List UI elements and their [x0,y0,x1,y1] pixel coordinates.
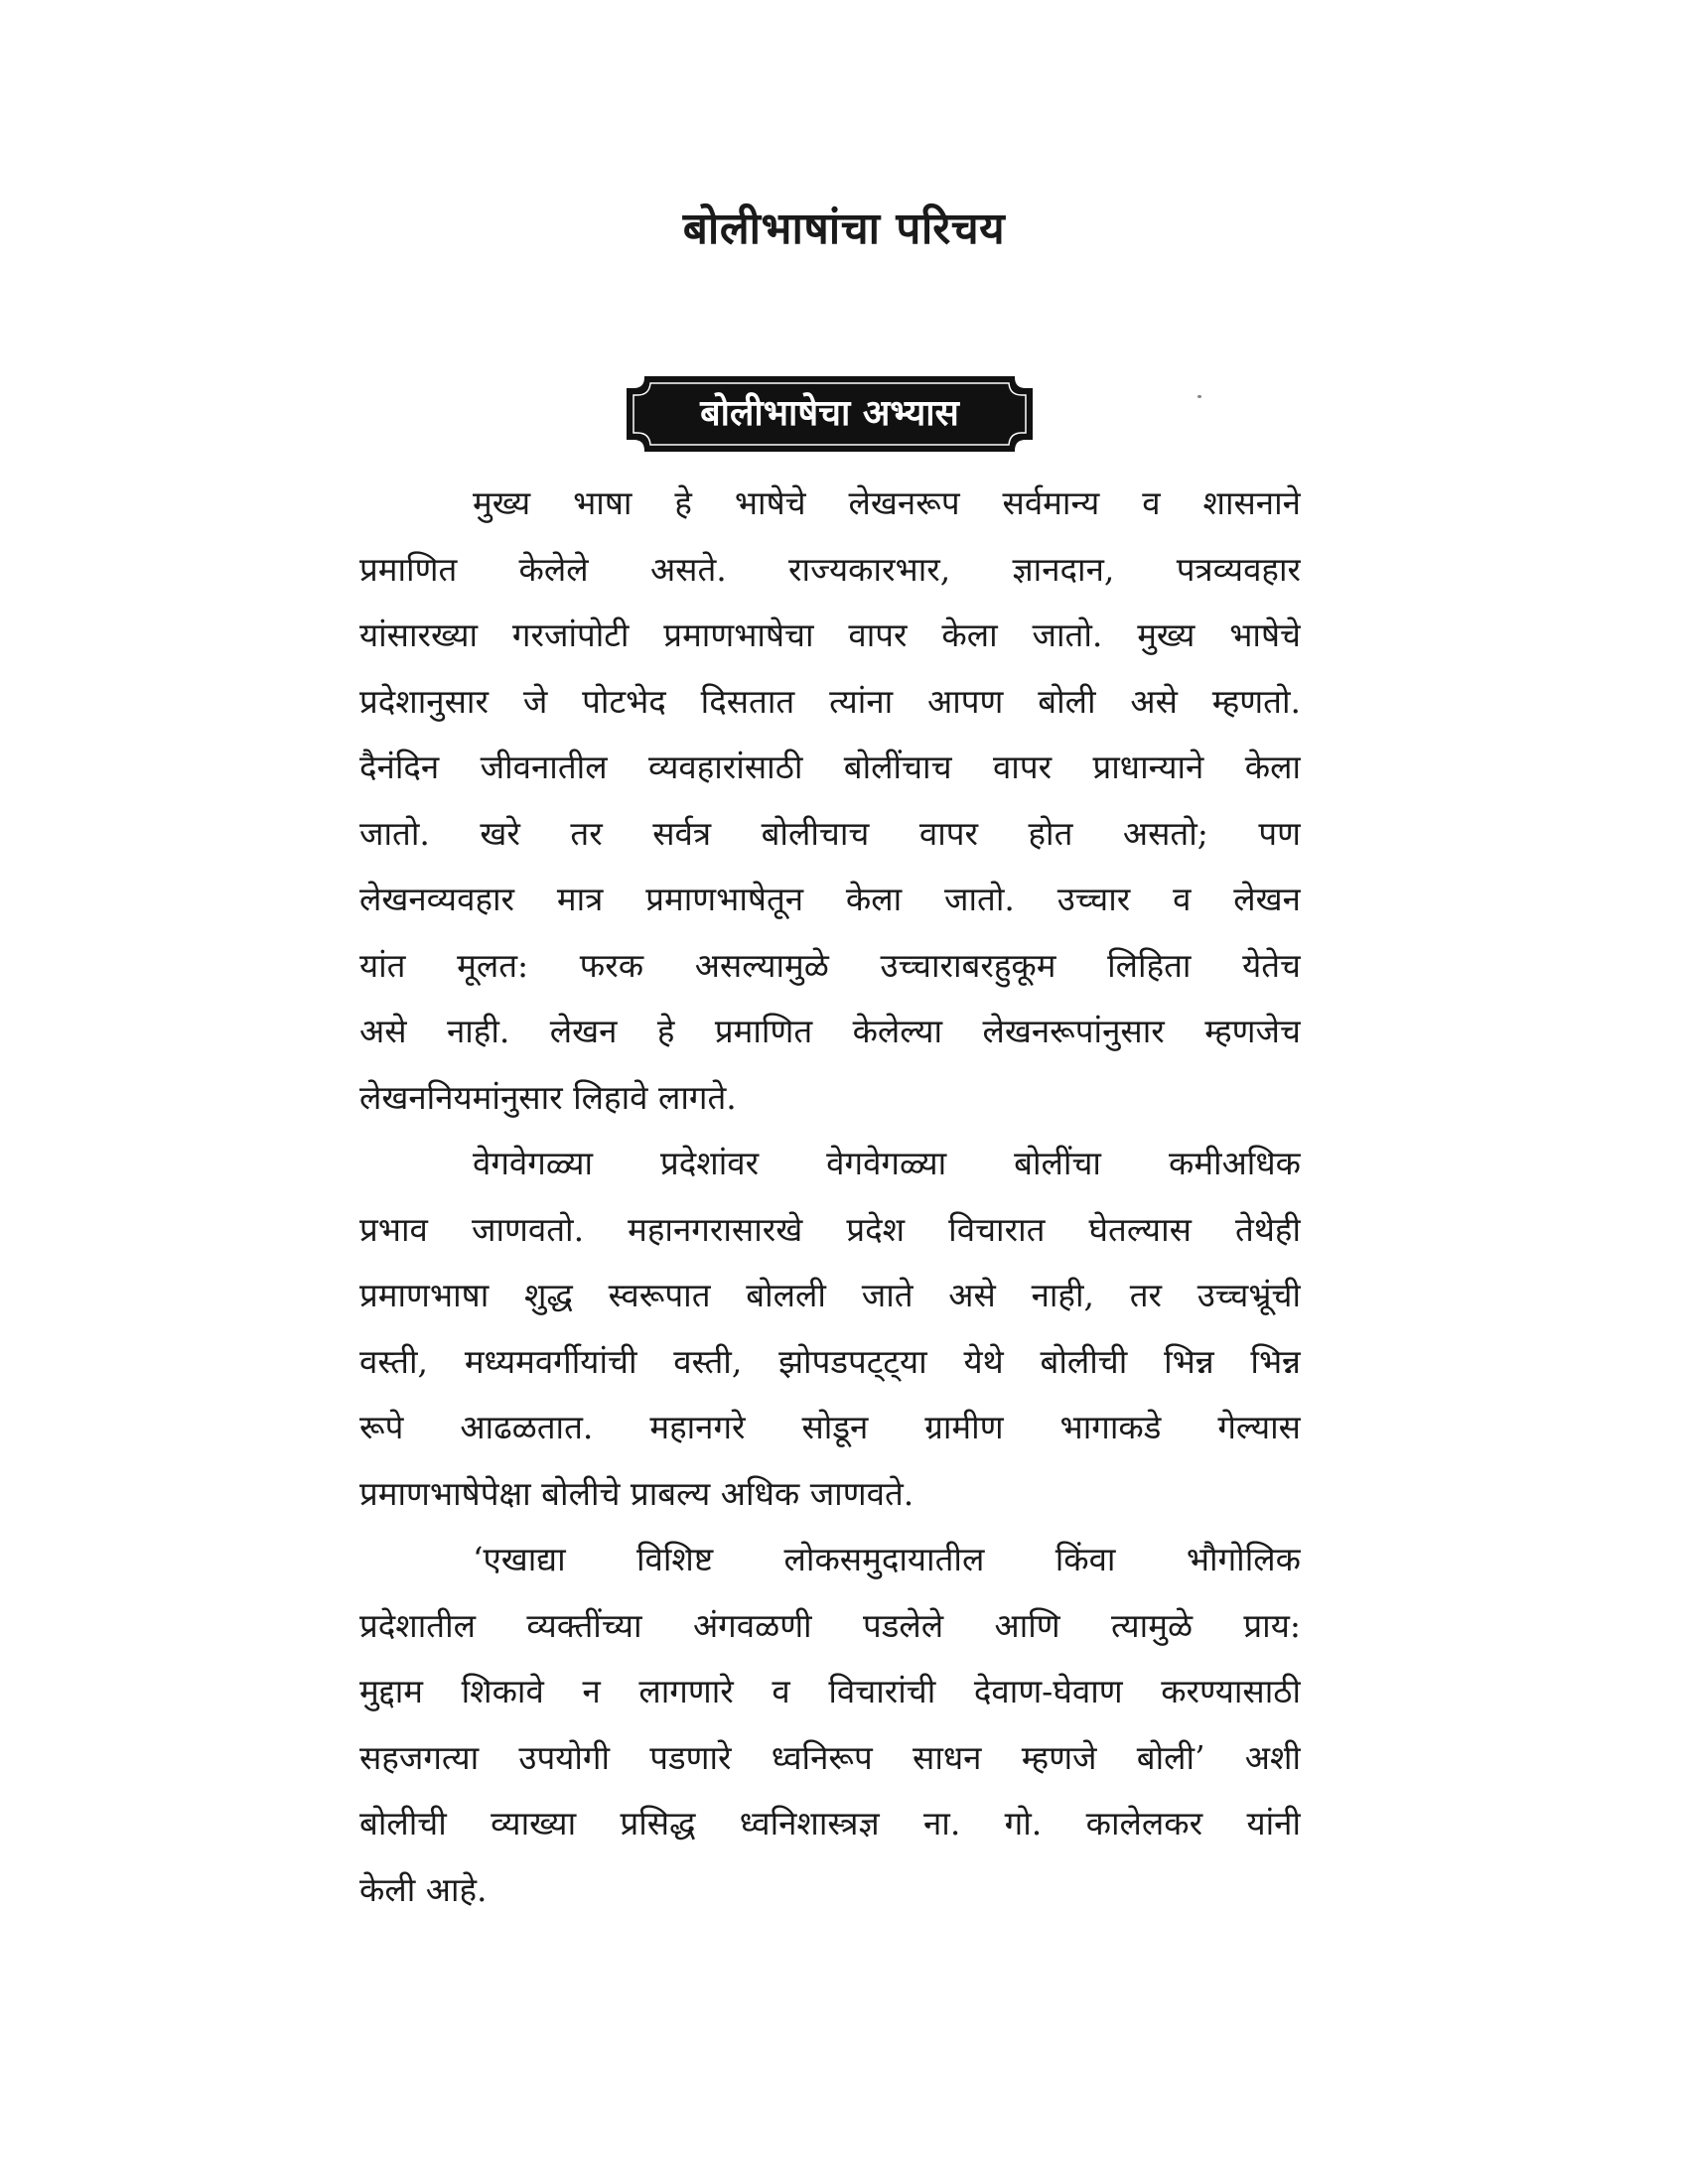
section-heading: बोलीभाषेचा अभ्यास [700,393,959,434]
text-line: मुख्य भाषा हे भाषेचे लेखनरूप सर्वमान्य व शासनाने [473,483,1301,522]
text-line: लेखननियमांनुसार लिहावे लागते. [359,1077,737,1117]
text-line: मुद्दाम शिकावे न लागणारे व विचारांची देवाण-घेवाण करण्यासाठी [359,1672,1301,1710]
text-line: रूपे आढळतात. महानगरे सोडून ग्रामीण भागाकडे गेल्यास [359,1408,1301,1446]
text-line: दैनंदिन जीवनातील व्यवहारांसाठी बोलींचाच वापर प्राधान्याने केला [359,748,1301,786]
text-line: बोलीची व्याख्या प्रसिद्ध ध्वनिशास्त्रज्ञ ना. गो. कालेलकर यांनी [359,1804,1301,1843]
text-line: प्रमाणित केलेले असते. राज्यकारभार, ज्ञानदान, पत्रव्यवहार [359,549,1301,589]
text-line: प्रदेशानुसार जे पोटभेद दिसतात त्यांना आपण बोली असे म्हणतो. [359,681,1301,721]
paragraph-1 [359,471,1301,1131]
text-line: असे नाही. लेखन हे प्रमाणित केलेल्या लेखनरूपांनुसार म्हणजेच [359,1012,1301,1050]
text-line: लेखनव्यवहार मात्र प्रमाणभाषेतून केला जातो. उच्चार व लेखन [359,880,1301,918]
page-title: बोलीभाषांचा परिचय [682,204,1006,254]
scan-speck [1197,395,1201,398]
text-line: वेगवेगळ्या प्रदेशांवर वेगवेगळ्या बोलींचा कमीअधिक [473,1144,1301,1182]
text-line: ‘एखाद्या विशिष्ट लोकसमुदायातील किंवा भौगोलिक [473,1540,1301,1578]
text-line: केली आहे. [359,1869,488,1909]
text-line: यांसारख्या गरजांपोटी प्रमाणभाषेचा वापर केला जातो. मुख्य भाषेचे [359,615,1301,654]
paragraph-3 [359,1527,1301,1923]
text-line: जातो. खरे तर सर्वत्र बोलीचाच वापर होत असतो; पण [359,813,1301,853]
paragraph-2 [359,1131,1301,1527]
body-text [359,471,1301,1923]
text-line: प्रमाणभाषा शुद्ध स्वरूपात बोलली जाते असे नाही, तर उच्चभ्रूंची [359,1276,1301,1314]
text-line: यांत मूलत: फरक असल्यामुळे उच्चाराबरहुकूम लिहिता येतेच [359,945,1301,985]
text-line: सहजगत्या उपयोगी पडणारे ध्वनिरूप साधन म्हणजे बोली’ अशी [359,1737,1301,1777]
text-line: प्रभाव जाणवतो. महानगरासारखे प्रदेश विचारात घेतल्यास तेथेही [359,1209,1301,1249]
text-line: प्रमाणभाषेपेक्षा बोलीचे प्राबल्य अधिक जाणवते. [359,1473,914,1513]
section-heading-banner [624,373,1036,455]
text-line: वस्ती, मध्यमवर्गीयांची वस्ती, झोपडपट्ट्या येथे बोलीची भिन्न भिन्न [359,1341,1301,1381]
text-line: प्रदेशातील व्यक्तींच्या अंगवळणी पडलेले आणि त्यामुळे प्राय: [359,1605,1301,1645]
